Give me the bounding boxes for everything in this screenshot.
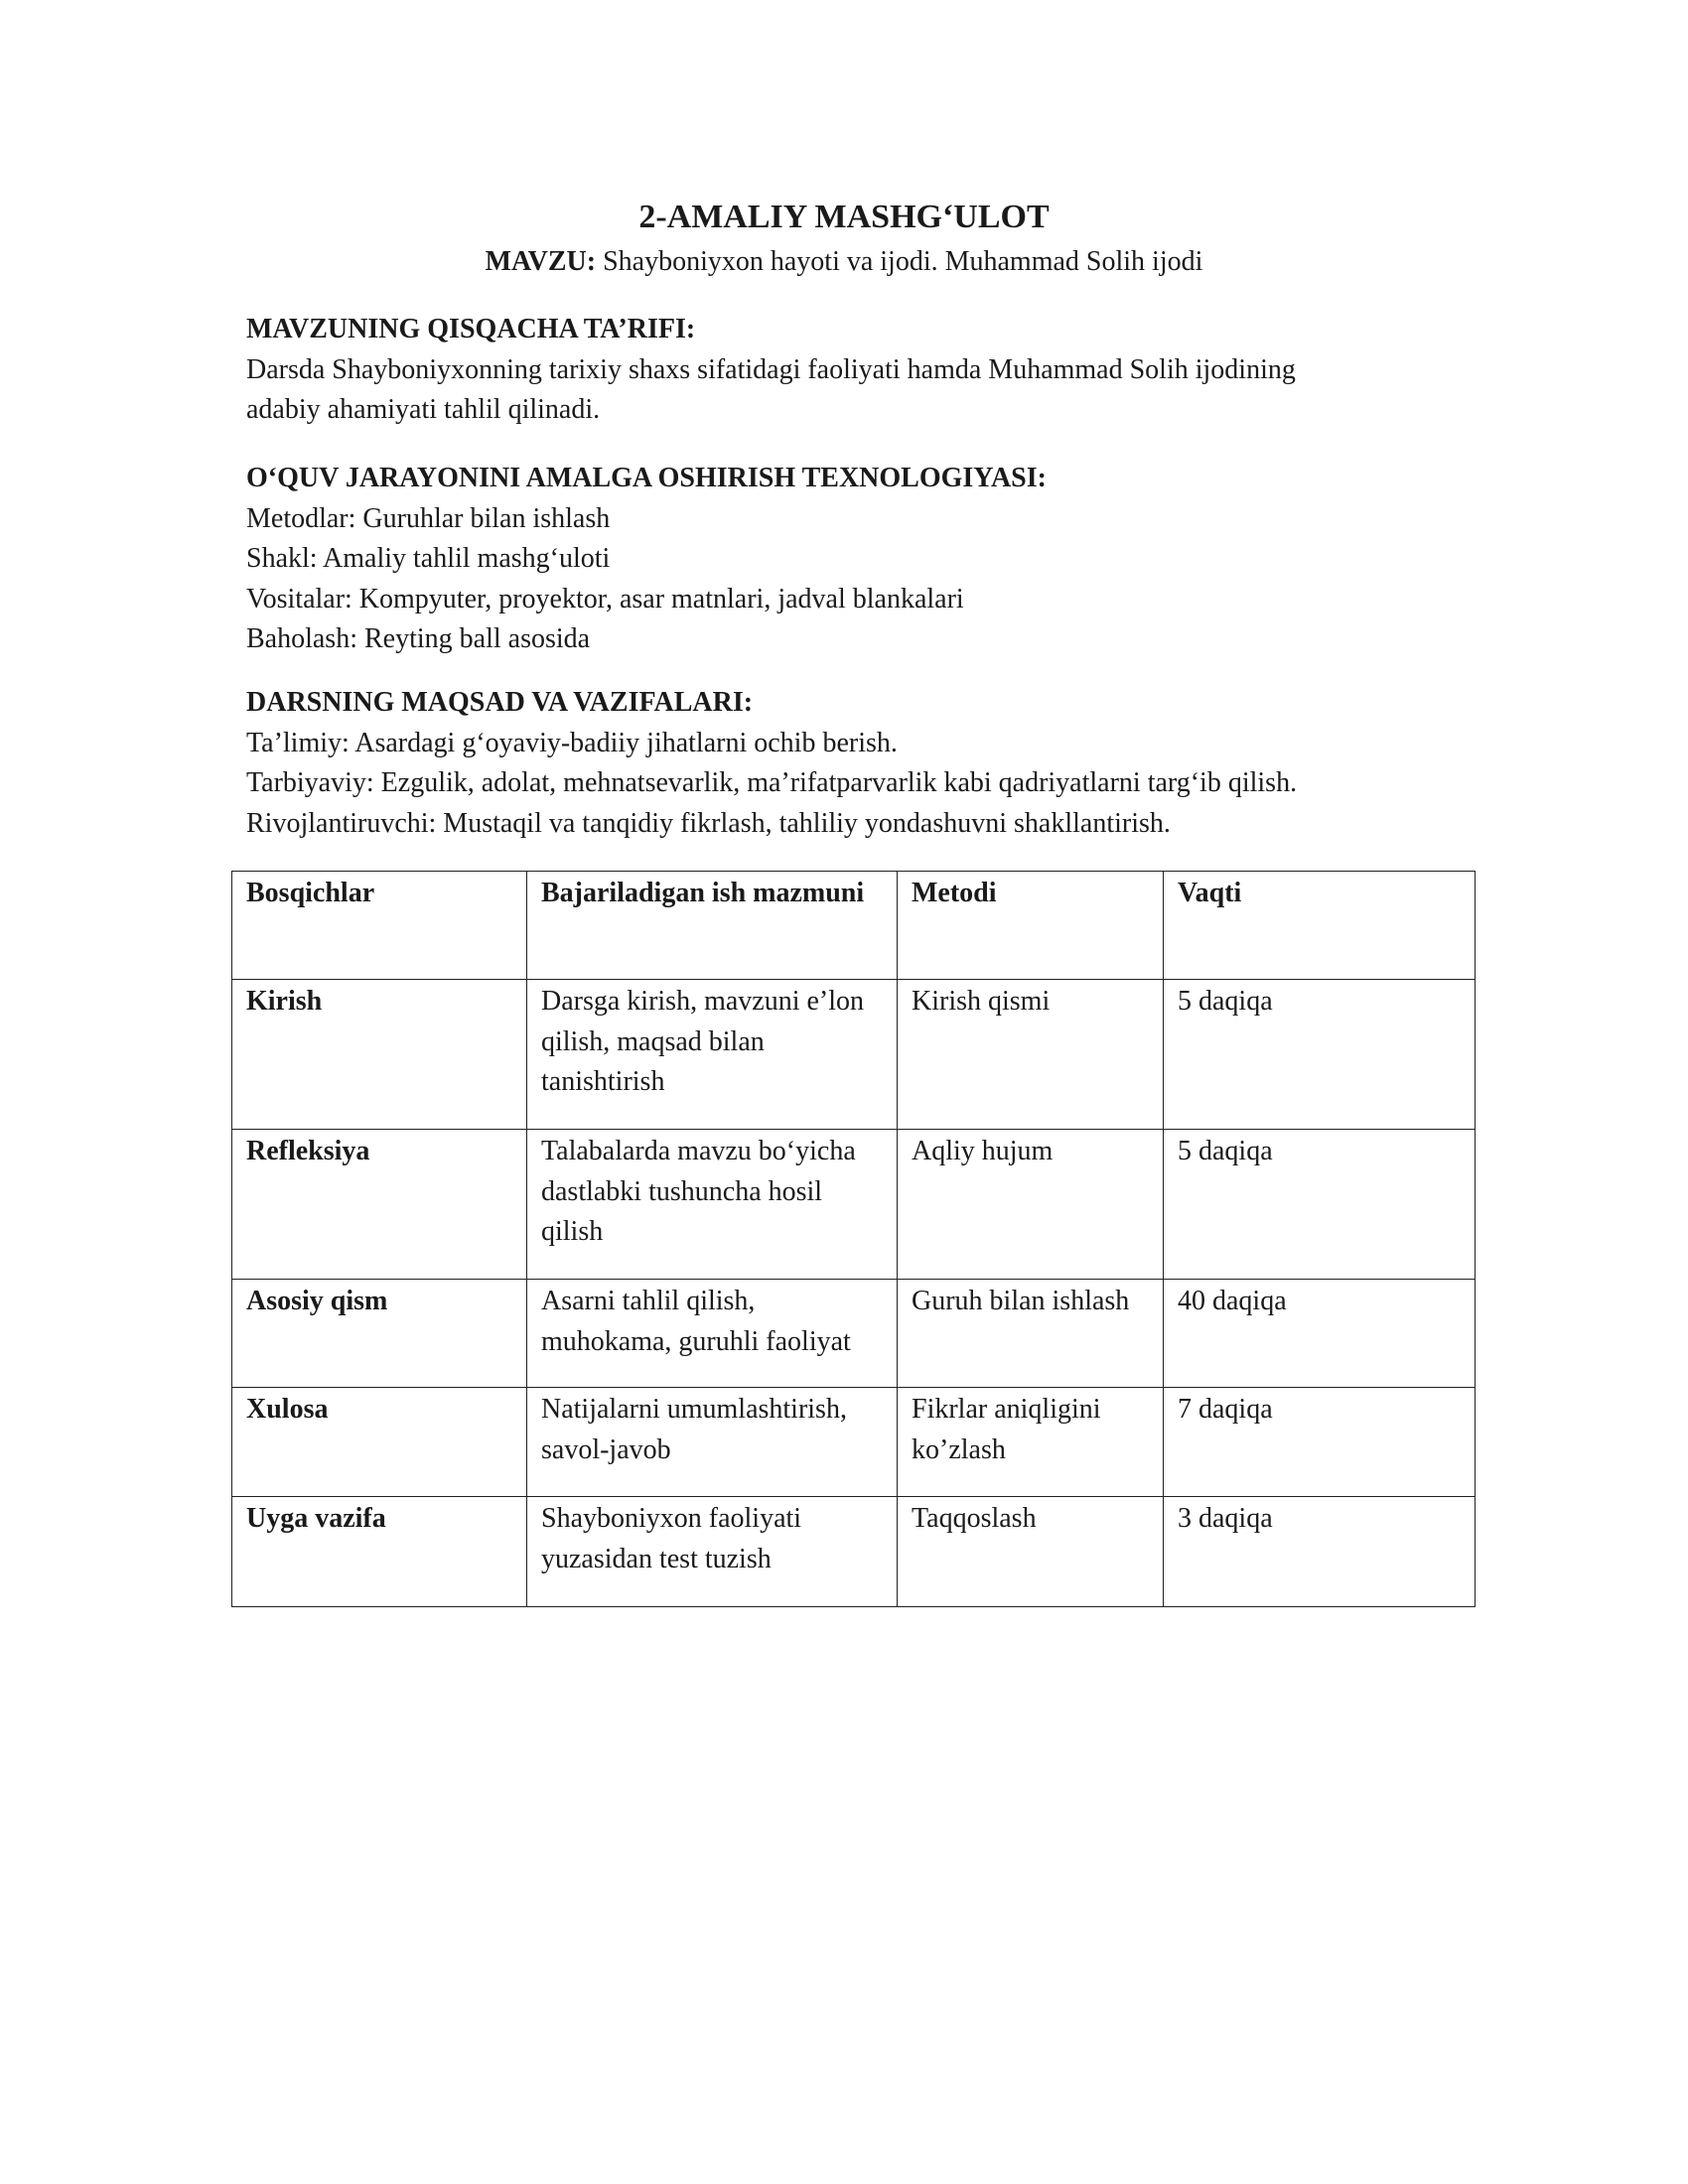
cell-time: 7 daqiqa bbox=[1164, 1388, 1476, 1497]
goal-developmental: Rivojlantiruvchi: Mustaqil va tanqidiy fikrlash, tahliliy yondashuvni shakllantirish. bbox=[246, 807, 1171, 839]
brief-heading: MAVZUNING QISQACHA TA’RIFI: bbox=[246, 314, 696, 344]
topic-label: MAVZU: bbox=[485, 246, 597, 277]
cell-time: 5 daqiqa bbox=[1164, 1130, 1476, 1280]
cell-time: 3 daqiqa bbox=[1164, 1497, 1476, 1607]
cell-stage: Refleksiya bbox=[232, 1130, 527, 1280]
cell-method: Guruh bilan ishlash bbox=[898, 1280, 1164, 1388]
cell-content: Asarni tahlil qilish, muhokama, guruhli faoliyat bbox=[527, 1280, 898, 1388]
cell-method: Taqqoslash bbox=[898, 1497, 1164, 1607]
table-row bbox=[232, 980, 1476, 1130]
cell-method: Aqliy hujum bbox=[898, 1130, 1164, 1280]
topic-text: Shayboniyxon hayoti va ijodi. Muhammad Solih ijodi bbox=[596, 246, 1203, 277]
cell-content: Talabalarda mavzu bo‘yicha dastlabki tushuncha hosil qilish bbox=[527, 1130, 898, 1280]
table-row bbox=[232, 1497, 1476, 1607]
cell-content: Darsga kirish, mavzuni e’lon qilish, maqsad bilan tanishtirish bbox=[527, 980, 898, 1130]
cell-method: Kirish qismi bbox=[898, 980, 1164, 1130]
goals-heading: DARSNING MAQSAD VA VAZIFALARI: bbox=[246, 687, 754, 718]
cell-content: Shayboniyxon faoliyati yuzasidan test tuzish bbox=[527, 1497, 898, 1607]
cell-content: Natijalarni umumlashtirish, savol-javob bbox=[527, 1388, 898, 1497]
cell-time: 40 daqiqa bbox=[1164, 1280, 1476, 1388]
brief-line: adabiy ahamiyati tahlil qilinadi. bbox=[246, 394, 601, 425]
table-row bbox=[232, 1130, 1476, 1280]
lesson-plan-table bbox=[231, 871, 1476, 1607]
technology-section bbox=[246, 459, 1477, 660]
technology-form: Shakl: Amaliy tahlil mashg‘uloti bbox=[246, 543, 611, 574]
table-row bbox=[232, 1280, 1476, 1388]
goal-upbringing: Tarbiyaviy: Ezgulik, adolat, mehnatsevarlik, ma’rifatparvarlik kabi qadriyatlarni targ‘ib qilish. bbox=[246, 767, 1298, 798]
brief-section bbox=[246, 310, 1477, 431]
cell-time: 5 daqiqa bbox=[1164, 980, 1476, 1130]
document-title: 2-AMALIY MASHG‘ULOT bbox=[638, 199, 1050, 235]
goal-educational: Ta’limiy: Asardagi g‘oyaviy-badiiy jihatlarni ochib berish. bbox=[246, 727, 898, 758]
topic-line bbox=[0, 242, 1688, 282]
cell-stage: Uyga vazifa bbox=[232, 1497, 527, 1607]
header-cell-method: Metodi bbox=[898, 872, 1164, 980]
header-cell-stages: Bosqichlar bbox=[232, 872, 527, 980]
brief-line: Darsda Shayboniyxonning tarixiy shaxs sifatidagi faoliyati hamda Muhammad Solih ijodining bbox=[246, 353, 1296, 385]
cell-method: Fikrlar aniqligini ko’zlash bbox=[898, 1388, 1164, 1497]
cell-stage: Kirish bbox=[232, 980, 527, 1130]
table-row bbox=[232, 1388, 1476, 1497]
technology-assessment: Baholash: Reyting ball asosida bbox=[246, 623, 591, 654]
cell-stage: Xulosa bbox=[232, 1388, 527, 1497]
technology-heading: O‘QUV JARAYONINI AMALGA OSHIRISH TEXNOLOGIYASI: bbox=[246, 463, 1047, 493]
cell-stage: Asosiy qism bbox=[232, 1280, 527, 1388]
technology-methods: Metodlar: Guruhlar bilan ishlash bbox=[246, 502, 611, 534]
header-cell-content: Bajariladigan ish mazmuni bbox=[527, 872, 898, 980]
table-header-row bbox=[232, 872, 1476, 980]
goals-section bbox=[246, 683, 1477, 844]
header-cell-time: Vaqti bbox=[1164, 872, 1476, 980]
technology-tools: Vositalar: Kompyuter, proyektor, asar matnlari, jadval blankalari bbox=[246, 583, 964, 614]
